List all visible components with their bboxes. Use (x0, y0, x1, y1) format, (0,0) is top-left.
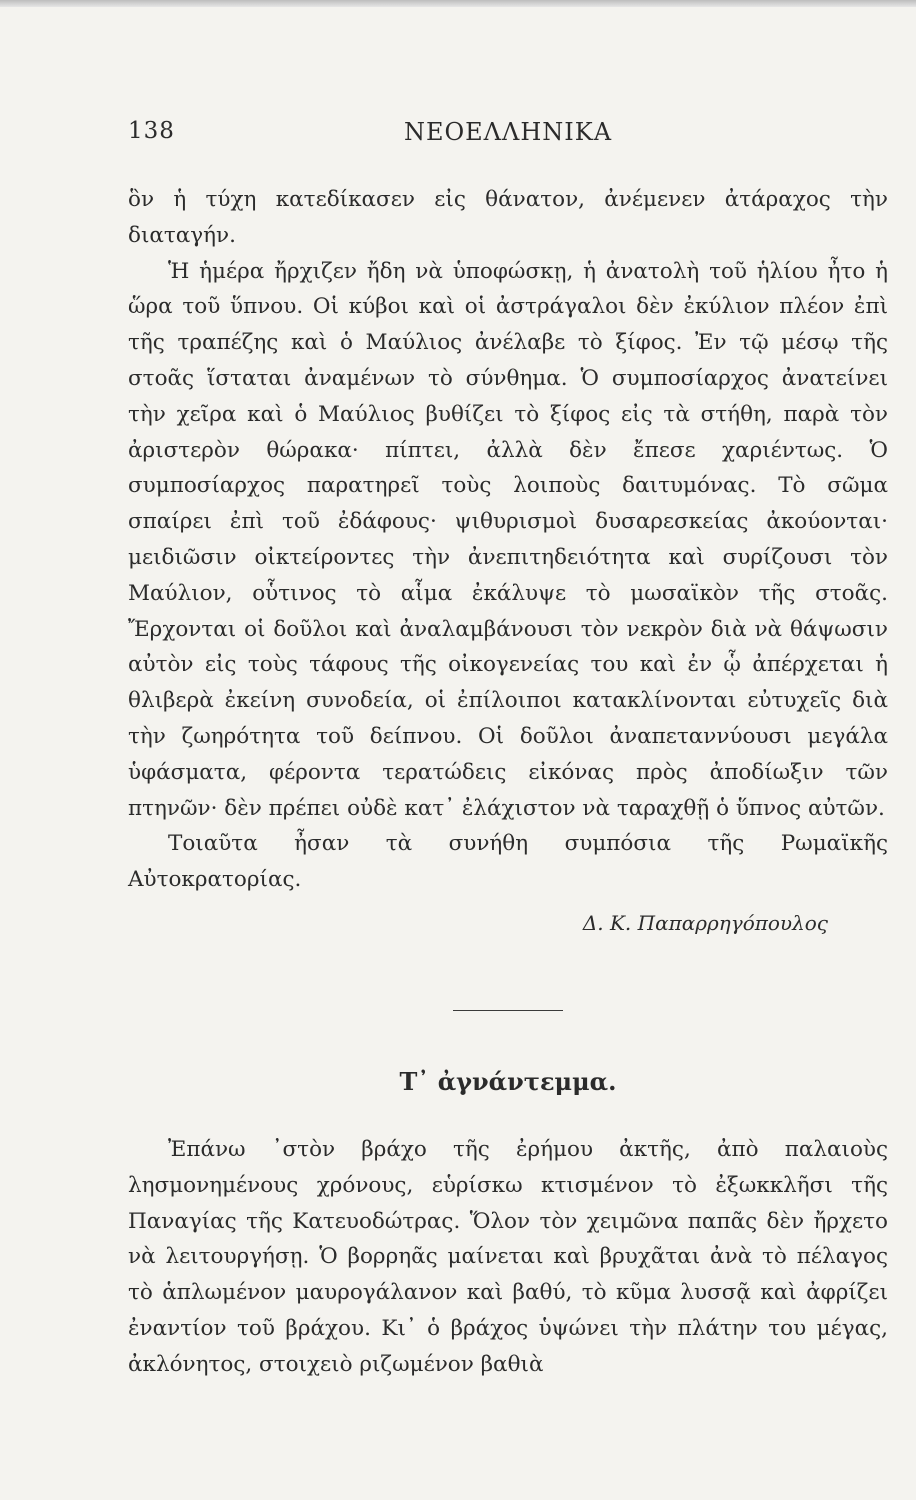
paragraph-closing: Τοιαῦτα ἦσαν τὰ συνήθη συμπόσια τῆς Ρωμαϊκῆς Αὐτοκρατορίας. (128, 831, 888, 893)
paragraph-continuation: ὃν ἡ τύχη κατεδίκασεν εἰς θάνατον, ἀνέμενεν ἀτάραχος τὴν διαταγήν. (128, 187, 888, 248)
section-title: Τ᾽ ἀγνάντεμμα. (399, 1066, 617, 1096)
page-header (128, 118, 888, 152)
author-signature: Δ. Κ. Παπαρρηγόπουλος (582, 910, 828, 935)
paragraph-main: Ἡ ἡμέρα ἤρχιζεν ἤδη νὰ ὑποφώσκῃ, ἡ ἀνατολὴ τοῦ ἡλίου ἦτο ἡ ὥρα τοῦ ὕπνου. Οἱ κύβοι καὶ οἱ ἀστράγαλοι δὲν ἐκύλιον πλέον ἐπὶ τῆς τραπέζης καὶ ὁ Μαύλιος ἀνέλαβε τὸ ξίφος. Ἐν τῷ μέσῳ τῆς στοᾶς ἵσταται ἀναμένων τὸ σύνθημα. Ὁ συμποσίαρχος ἀνατείνει τὴν χεῖρα καὶ ὁ Μαύλιος βυθίζει τὸ ξίφος εἰς τὰ στήθη, παρὰ τὸν ἀριστερὸν θώρακα· πίπτει, ἀλλὰ δὲν ἔπεσε χαριέντως. Ὁ συμποσίαρχος παρατηρεῖ τοὺς λοιποὺς δαιτυμόνας. Τὸ σῶμα σπαίρει ἐπὶ τοῦ ἐδάφους· ψιθυρισμοὶ δυσαρεσκείας ἀκούονται· μειδιῶσιν οἰκτείροντες τὴν ἀνεπιτηδειότητα καὶ συρίζουσι τὸν Μαύλιον, οὗτινος τὸ αἷμα ἐκάλυψε τὸ μωσαϊκὸν τῆς στοᾶς. Ἔρχονται οἱ δοῦλοι καὶ ἀναλαμβάνουσι τὸν νεκρὸν διὰ νὰ θάψωσιν αὐτὸν εἰς τοὺς τάφους τῆς οἰκογενείας του καὶ ἐν ᾧ ἀπέρχεται ἡ θλιβερὰ ἐκείνη συνοδεία, οἱ ἐπίλοιποι κατακλίνονται εὐτυχεῖς διὰ τὴν ζωηρότητα τοῦ δείπνου. Οἱ δοῦλοι ἀναπεταννύουσι μεγάλα ὑφάσματα, φέροντα τερατώδεις εἰκόνας πρὸς ἀποδίωξιν τῶν πτηνῶν· δὲν πρέπει οὐδὲ κατ᾽ ἐλάχιστον νὰ ταραχθῇ ὁ ὕπνος αὐτῶν. (128, 258, 888, 821)
section-paragraph: Ἐπάνω ᾽στὸν βράχο τῆς ἐρήμου ἀκτῆς, ἀπὸ παλαιοὺς λησμονημένους χρόνους, εὑρίσκω κτισμένον τὸ ἐξωκκλῆσι τῆς Παναγίας τῆς Κατευοδώτρας. Ὅλον τὸν χειμῶνα παπᾶς δὲν ἤρχετο νὰ λειτουργήσῃ. Ὁ βορρηᾶς μαίνεται καὶ βρυχᾶται ἀνὰ τὸ πέλαγος τὸ ἁπλωμένον μαυρογάλανον καὶ βαθύ, τὸ κῦμα λυσσᾷ καὶ ἀφρίζει ἐναντίον τοῦ βράχου. Κι᾽ ὁ βράχος ὑψώνει τὴν πλάτην του μέγας, ἀκλόνητος, στοιχειὸ ριζωμένον βαθιὰ (128, 1136, 888, 1377)
scan-top-edge (0, 0, 916, 7)
section-divider (453, 1010, 563, 1011)
book-page (128, 118, 888, 1383)
page-number: 138 (128, 118, 175, 144)
running-title: ΝΕΟΕΛΛΗΝΙΚΑ (403, 118, 613, 146)
